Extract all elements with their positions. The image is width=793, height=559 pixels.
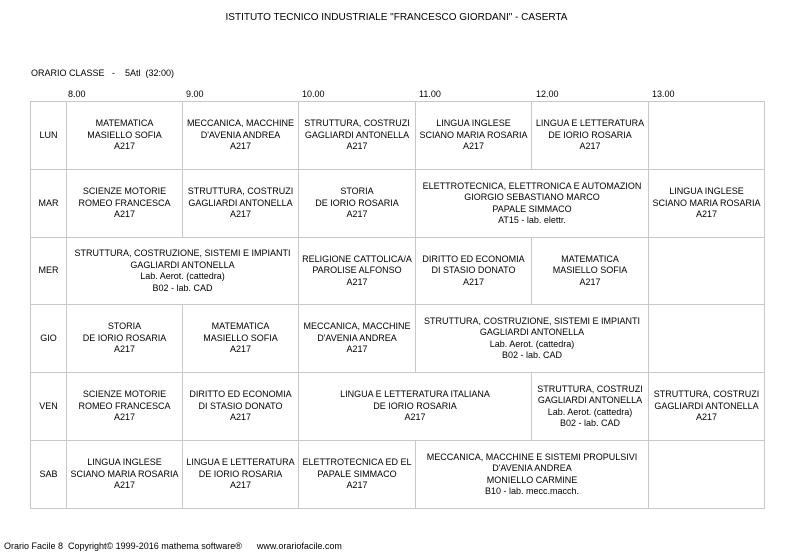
- row-sab: [31, 441, 765, 509]
- time-label-9: 9.00: [186, 89, 204, 99]
- lesson-cell: STRUTTURA, COSTRUZI GAGLIARDI ANTONELLA A217: [299, 102, 416, 170]
- lesson-cell: MATEMATICA MASIELLO SOFIA A217: [67, 102, 183, 170]
- lesson-cell: STRUTTURA, COSTRUZI GAGLIARDI ANTONELLA Lab. Aerot. (cattedra) B02 - lab. CAD: [532, 373, 649, 441]
- day-label-sab: SAB: [31, 441, 67, 509]
- row-gio: [31, 305, 765, 373]
- timetable-grid: [30, 101, 765, 509]
- lesson-cell: STORIA DE IORIO ROSARIA A217: [299, 170, 416, 238]
- empty-cell: [649, 305, 765, 373]
- time-label-8: 8.00: [68, 89, 86, 99]
- row-mar: [31, 170, 765, 238]
- lesson-cell: ELETTROTECNICA, ELETTRONICA E AUTOMAZION GIORGIO SEBASTIANO MARCO PAPALE SIMMACO AT15 - lab. elettr.: [416, 170, 649, 238]
- lesson-cell: ELETTROTECNICA ED EL PAPALE SIMMACO A217: [299, 441, 416, 509]
- lesson-cell: LINGUA INGLESE SCIANO MARIA ROSARIA A217: [649, 170, 765, 238]
- lesson-cell: LINGUA E LETTERATURA DE IORIO ROSARIA A217: [532, 102, 649, 170]
- lesson-cell: STRUTTURA, COSTRUZI GAGLIARDI ANTONELLA A217: [183, 170, 299, 238]
- lesson-cell: SCIENZE MOTORIE ROMEO FRANCESCA A217: [67, 373, 183, 441]
- day-label-mar: MAR: [31, 170, 67, 238]
- lesson-cell: STRUTTURA, COSTRUZIONE, SISTEMI E IMPIANTI GAGLIARDI ANTONELLA Lab. Aerot. (cattedra) B02 - lab. CAD: [67, 238, 299, 305]
- empty-cell: [649, 441, 765, 509]
- lesson-cell: RELIGIONE CATTOLICA/A PAROLISE ALFONSO A217: [299, 238, 416, 305]
- row-mer: [31, 238, 765, 305]
- day-label-lun: LUN: [31, 102, 67, 170]
- lesson-cell: MECCANICA, MACCHINE D'AVENIA ANDREA A217: [299, 305, 416, 373]
- lesson-cell: MECCANICA, MACCHINE D'AVENIA ANDREA A217: [183, 102, 299, 170]
- empty-cell: [649, 102, 765, 170]
- day-label-mer: MER: [31, 238, 67, 305]
- lesson-cell: STRUTTURA, COSTRUZI GAGLIARDI ANTONELLA A217: [649, 373, 765, 441]
- lesson-cell: MECCANICA, MACCHINE E SISTEMI PROPULSIVI D'AVENIA ANDREA MONIELLO CARMINE B10 - lab. mecc.macch.: [416, 441, 649, 509]
- class-label: ORARIO CLASSE - 5Atl (32:00): [31, 68, 175, 78]
- lesson-cell: MATEMATICA MASIELLO SOFIA A217: [183, 305, 299, 373]
- empty-cell: [649, 238, 765, 305]
- day-label-ven: VEN: [31, 373, 67, 441]
- day-label-gio: GIO: [31, 305, 67, 373]
- lesson-cell: LINGUA INGLESE SCIANO MARIA ROSARIA A217: [67, 441, 183, 509]
- lesson-cell: MATEMATICA MASIELLO SOFIA A217: [532, 238, 649, 305]
- lesson-cell: LINGUA E LETTERATURA ITALIANA DE IORIO ROSARIA A217: [299, 373, 532, 441]
- time-label-10: 10.00: [302, 89, 325, 99]
- footer-copyright: Orario Facile 8 Copyright© 1999-2016 mathema software® www.orariofacile.com: [4, 541, 342, 551]
- time-label-13: 13.00: [652, 89, 675, 99]
- lesson-cell: LINGUA INGLESE SCIANO MARIA ROSARIA A217: [416, 102, 532, 170]
- lesson-cell: DIRITTO ED ECONOMIA DI STASIO DONATO A217: [416, 238, 532, 305]
- lesson-cell: LINGUA E LETTERATURA DE IORIO ROSARIA A217: [183, 441, 299, 509]
- time-label-11: 11.00: [419, 89, 441, 99]
- lesson-cell: DIRITTO ED ECONOMIA DI STASIO DONATO A217: [183, 373, 299, 441]
- row-ven: [31, 373, 765, 441]
- lesson-cell: STORIA DE IORIO ROSARIA A217: [67, 305, 183, 373]
- lesson-cell: STRUTTURA, COSTRUZIONE, SISTEMI E IMPIANTI GAGLIARDI ANTONELLA Lab. Aerot. (cattedra) B02 - lab. CAD: [416, 305, 649, 373]
- row-lun: [31, 102, 765, 170]
- school-title: ISTITUTO TECNICO INDUSTRIALE "FRANCESCO GIORDANI" - CASERTA: [225, 12, 568, 23]
- lesson-cell: SCIENZE MOTORIE ROMEO FRANCESCA A217: [67, 170, 183, 238]
- time-label-12: 12.00: [536, 89, 559, 99]
